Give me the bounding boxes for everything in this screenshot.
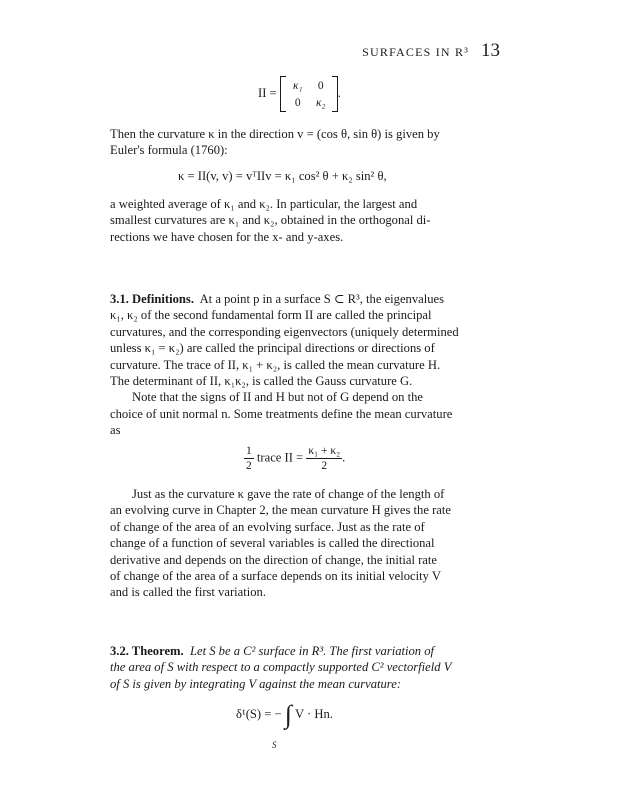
equation-half-trace: [244, 444, 345, 473]
page-number: 13: [481, 40, 500, 61]
equation-first-variation: [236, 702, 333, 728]
text-line: smallest curvatures are κ₁ and κ₂, obtained in the orthogonal di-: [110, 213, 431, 228]
text-line: the area of S with respect to a compactly supported C² vectorfield V: [110, 660, 452, 675]
fraction-one-half: [244, 444, 254, 473]
definition-3-1: [110, 291, 502, 439]
paragraph-euler-intro: [110, 126, 502, 159]
equation-end: .: [342, 450, 346, 465]
matrix-grid: [286, 77, 332, 111]
fraction-denominator: 2: [321, 460, 328, 472]
matrix-end: .: [337, 85, 341, 100]
matrix-k1: κ₁: [293, 79, 303, 92]
definition-text: At a point p in a surface S ⊂ R³, the eigenvalues: [199, 292, 445, 306]
trace-text: trace II =: [256, 450, 304, 465]
theorem-label: 3.2. Theorem.: [110, 644, 184, 658]
text-line: derivative and depends on the direction of change, the initial rate: [110, 552, 437, 567]
matrix-lhs: II =: [258, 85, 277, 100]
fraction-numerator: 1: [246, 445, 252, 457]
variation-lhs: δ¹(S) = −: [236, 706, 282, 721]
equation-euler-formula: κ = II(v, v) = vᵀIIv = κ₁ cos² θ + κ₂ sin² θ,: [178, 169, 387, 183]
theorem-text: Let S be a C² surface in R³. The first variation of: [190, 644, 435, 658]
definition-label: 3.1. Definitions.: [110, 292, 194, 306]
integral-subscript: S: [272, 740, 277, 750]
text-line: unless κ₁ = κ₂) are called the principal directions or directions of: [110, 341, 435, 356]
text-line: [110, 643, 502, 659]
fraction-k-sum: [306, 444, 342, 473]
text-line: an evolving curve in Chapter 2, the mean curvature H gives the rate: [110, 503, 451, 518]
fraction-numerator: κ₁ + κ₂: [308, 445, 341, 457]
matrix-k2: κ₂: [316, 96, 326, 109]
text-line: as: [110, 423, 121, 438]
matrix: [280, 76, 338, 112]
running-title: SURFACES IN R³: [362, 45, 469, 59]
paragraph-first-variation: [110, 486, 502, 601]
text-line: of change of the area of a surface depends on its initial velocity V: [110, 569, 441, 584]
text-line: The determinant of II, κ₁κ₂, is called the Gauss curvature G.: [110, 374, 413, 389]
text-line: change of a function of several variables is called the directional: [110, 536, 435, 551]
text-line: of S is given by integrating V against the mean curvature:: [110, 676, 402, 691]
text-line: [110, 389, 502, 405]
text-line: Euler's formula (1760):: [110, 143, 228, 158]
text-line: choice of unit normal n. Some treatments define the mean curvature: [110, 406, 453, 421]
text-line: Then the curvature κ in the direction v = (cos θ, sin θ) is given by: [110, 127, 440, 141]
theorem-3-2: [110, 643, 502, 692]
text-line: rections we have chosen for the x- and y-axes.: [110, 229, 344, 244]
matrix-zero-2: 0: [294, 96, 301, 109]
variation-rhs: V · Hn.: [295, 706, 333, 721]
page-header: [362, 40, 500, 62]
note-text: Note that the signs of II and H but not of G depend on the: [132, 390, 423, 405]
text-line: κ₁, κ₂ of the second fundamental form II are called the principal: [110, 308, 432, 323]
text-line: of change of the area of an evolving surface. Just as the rate of: [110, 519, 425, 534]
text-line: Just as the curvature κ gave the rate of change of the length of: [132, 487, 445, 501]
matrix-zero-1: 0: [317, 79, 324, 92]
text-line: curvatures, and the corresponding eigenvectors (uniquely determined: [110, 324, 459, 339]
text-line: [110, 291, 502, 307]
fraction-denominator: 2: [246, 460, 252, 472]
integral-sign: ∫: [284, 700, 292, 729]
paragraph-weighted-average: [110, 196, 502, 245]
text-line: a weighted average of κ₁ and κ₂. In particular, the largest and: [110, 197, 418, 211]
equation-second-fundamental-form: [258, 76, 341, 112]
text-line: curvature. The trace of II, κ₁ + κ₂, is called the mean curvature H.: [110, 357, 441, 372]
text-line: and is called the first variation.: [110, 585, 266, 600]
